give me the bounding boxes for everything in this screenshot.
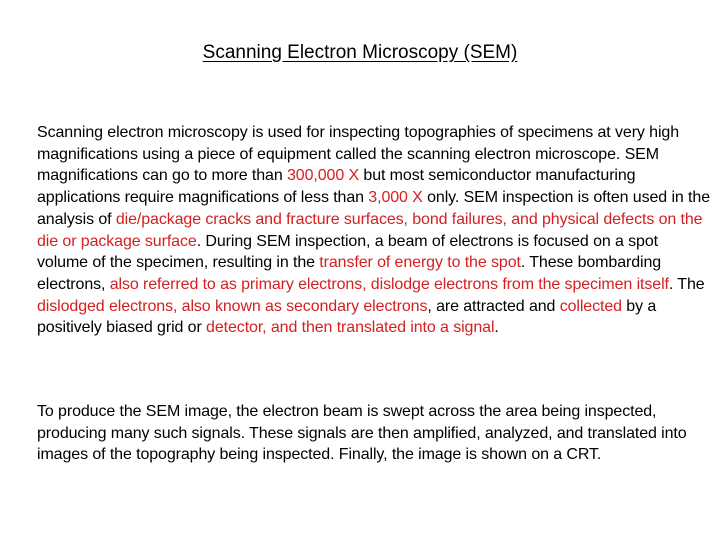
text-segment: , are attracted and (427, 297, 560, 315)
paragraph-sem-overview (37, 122, 713, 339)
text-segment: . During SEM inspection, a beam of electrons is focused on a spot volume of the specimen, resulting in the (37, 232, 658, 272)
highlight-3000x: 3,000 X (368, 189, 423, 207)
paragraph-sem-image: To produce the SEM image, the electron beam is swept across the area being inspected, producing many such signals. These signals are then amplified, analyzed, and translated into images of the topography being inspected. Finally, the image is shown on a CRT. (37, 403, 687, 464)
highlight-collected: collected (559, 297, 622, 315)
text-segment: . The (668, 275, 705, 293)
highlight-300000x: 300,000 X (286, 167, 360, 185)
text-segment: only. SEM inspection is often used in the analysis of (37, 189, 710, 228)
highlight-detector-signal: detector, and then translated into a signal (206, 319, 495, 337)
text-segment: Scanning electron microscopy is used for inspecting topographies of specimens at very high magnifications using a piece of equipment called the scanning electron microscope. SEM magnifications can go to more than (37, 124, 680, 185)
highlight-secondary-electrons: dislodged electrons, also known as secondary electrons (37, 297, 428, 315)
page-title: Scanning Electron Microscopy (SEM) (202, 42, 518, 63)
highlight-defects: die/package cracks and fracture surfaces, bond failures, and physical defects on the die or package surface (37, 210, 703, 250)
highlight-energy-transfer: transfer of energy to the spot (319, 254, 521, 272)
text-segment: . (494, 319, 499, 337)
text-segment: . These bombarding electrons, (37, 254, 662, 293)
text-segment: but most semiconductor manufacturing applications require magnifications of less than (37, 167, 636, 207)
text-segment: by a positively biased grid or (37, 297, 657, 337)
highlight-primary-electrons: also referred to as primary electrons, dislodge electrons from the specimen itself (109, 275, 669, 293)
